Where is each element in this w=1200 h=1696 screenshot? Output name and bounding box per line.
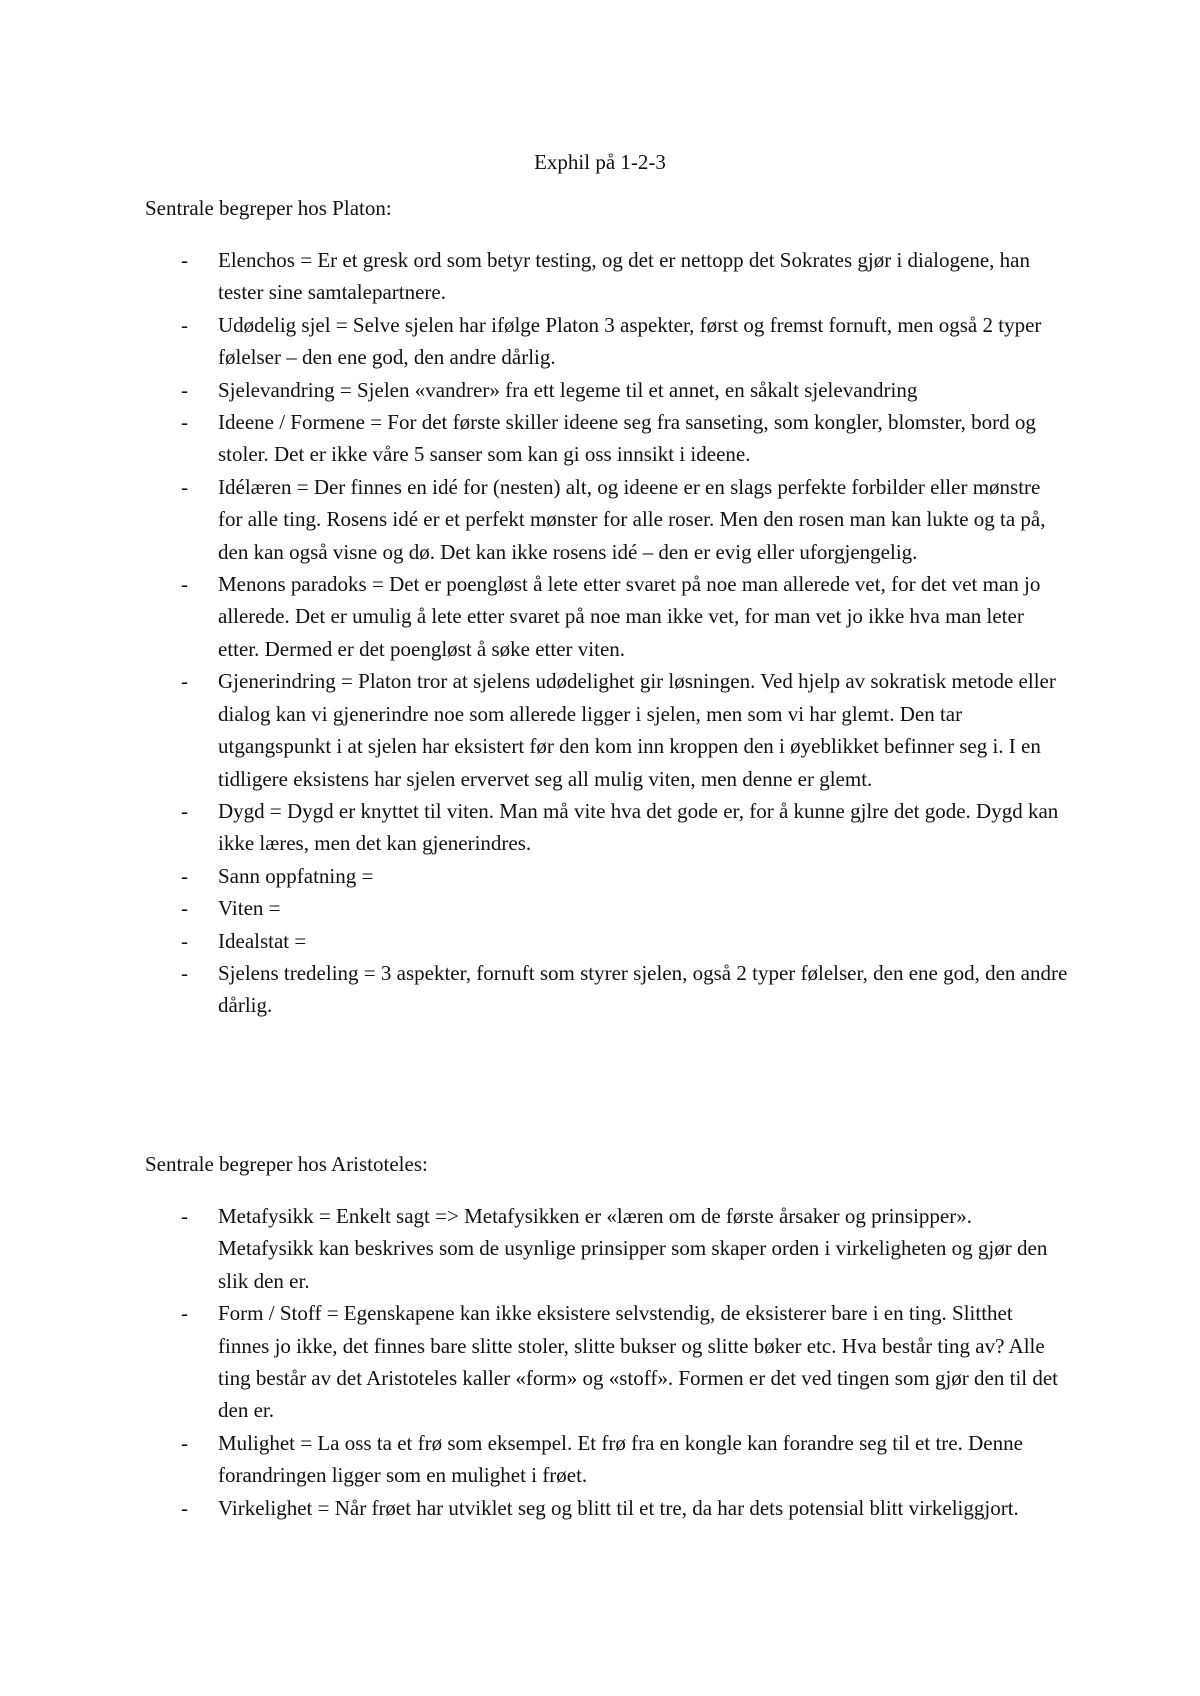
term-text: Idélæren = Der finnes en idé for (nesten) alt, og ideene er en slags perfekte forbilder eller mønstre for alle ting. Rosens idé er et perfekt mønster for alle roser. Men den rosen man kan lukte og ta på, den kan også visne og dø. Det kan ikke rosens idé – den er evig eller uforgjengelig.	[218, 474, 1046, 564]
term-sann-oppfatning	[0, 860, 1068, 892]
bullet-dash: -	[181, 1430, 188, 1455]
term-text: Dygd = Dygd er knyttet til viten. Man må vite hva det gode er, for å kunne gjlre det gode. Dygd kan ikke læres, men det kan gjenerindres.	[218, 798, 1059, 856]
bullet-dash: -	[181, 474, 188, 499]
term-idealstat	[0, 925, 1068, 957]
term-text: Elenchos = Er et gresk ord som betyr testing, og det er nettopp det Sokrates gjør i dialogene, han tester sine samtalepartnere.	[218, 248, 1030, 305]
bullet-dash: -	[181, 669, 188, 694]
bullet-dash: -	[181, 896, 188, 921]
term-menons-paradoks	[0, 568, 1068, 665]
term-metafysikk	[0, 1200, 1068, 1297]
term-list-aristoteles	[0, 1200, 1200, 1524]
bullet-dash: -	[181, 410, 188, 435]
term-udodelig-sjel	[0, 309, 1068, 374]
bullet-dash: -	[181, 572, 188, 597]
term-text: Viten =	[218, 896, 281, 921]
term-text: Sann oppfatning =	[218, 863, 374, 888]
term-text: Form / Stoff = Egenskapene kan ikke eksistere selvstendig, de eksisterer bare i en ting. Slitthet finnes jo ikke, det finnes bare slitte stoler, slitte bukser og slitte bøker etc. Hva består ting av? Alle ting består av det Aristoteles kaller «form» og «stoff». Formen er det ved tingen som gjør den til det den er.	[218, 1301, 1059, 1423]
term-idelaeren	[0, 471, 1068, 568]
bullet-dash: -	[181, 312, 188, 337]
term-text: Sjelens tredeling = 3 aspekter, fornuft som styrer sjelen, også 2 typer følelser, den ene god, den andre dårlig.	[218, 960, 1068, 1018]
term-sjelevandring	[0, 374, 1068, 406]
term-ideene-formene	[0, 406, 1068, 471]
term-mulighet	[0, 1427, 1068, 1492]
bullet-dash: -	[181, 377, 188, 402]
section-heading-platon: Sentrale begreper hos Platon:	[145, 196, 392, 220]
term-form-stoff	[0, 1297, 1068, 1427]
term-text: Udødelig sjel = Selve sjelen har ifølge Platon 3 aspekter, først og fremst fornuft, men også 2 typer følelser – den ene god, den andre dårlig.	[218, 312, 1042, 370]
term-dygd	[0, 795, 1068, 860]
term-elenchos	[0, 244, 1068, 309]
term-virkelighet	[0, 1492, 1068, 1524]
term-text: Mulighet = La oss ta et frø som eksempel. Et frø fra en kongle kan forandre seg til et tre. Denne forandringen ligger som en mulighet i frøet.	[218, 1430, 1023, 1488]
bullet-dash: -	[181, 863, 188, 888]
bullet-dash: -	[181, 928, 188, 953]
term-text: Ideene / Formene = For det første skiller ideene seg fra sanseting, som kongler, blomster, bord og stoler. Det er ikke våre 5 sanser som kan gi oss innsikt i ideene.	[218, 410, 1036, 467]
term-viten	[0, 892, 1068, 924]
term-text: Sjelevandring = Sjelen «vandrer» fra ett legeme til et annet, en såkalt sjelevandring	[218, 377, 918, 402]
bullet-dash: -	[181, 1301, 188, 1326]
term-text: Virkelighet = Når frøet har utviklet seg og blitt til et tre, da har dets potensial blitt virkeliggjort.	[218, 1495, 1019, 1520]
term-text: Menons paradoks = Det er poengløst å lete etter svaret på noe man allerede vet, for det vet man jo allerede. Det er umulig å lete etter svaret på noe man ikke vet, for man vet jo ikke hva man leter etter. Dermed er det poengløst å søke etter viten.	[218, 572, 1041, 661]
bullet-dash: -	[181, 1204, 188, 1228]
term-text: Metafysikk = Enkelt sagt => Metafysikken er «læren om de første årsaker og prinsipper». Metafysikk kan beskrives som de usynlige prinsipper som skaper orden i virkeligheten og gjør den slik den er.	[218, 1204, 1048, 1293]
term-text: Gjenerindring = Platon tror at sjelens udødelighet gir løsningen. Ved hjelp av sokratisk metode eller dialog kan vi gjenerindre noe som allerede ligger i sjelen, men som vi har glemt. Den tar utgangspunkt i at sjelen har eksistert før den kom inn kroppen den i øyeblikket befinner seg i. I en tidligere eksistens har sjelen ervervet seg all mulig viten, men denne er glemt.	[218, 669, 1056, 791]
term-gjenerindring	[0, 665, 1068, 795]
document-title: Exphil på 1-2-3	[534, 150, 666, 174]
term-sjelens-tredeling	[0, 957, 1068, 1022]
bullet-dash: -	[181, 248, 188, 272]
section-heading-aristoteles: Sentrale begreper hos Aristoteles:	[145, 1152, 428, 1176]
bullet-dash: -	[181, 960, 188, 985]
bullet-dash: -	[181, 798, 188, 823]
term-text: Idealstat =	[218, 928, 307, 953]
term-list-platon	[0, 244, 1200, 1022]
bullet-dash: -	[181, 1495, 188, 1520]
